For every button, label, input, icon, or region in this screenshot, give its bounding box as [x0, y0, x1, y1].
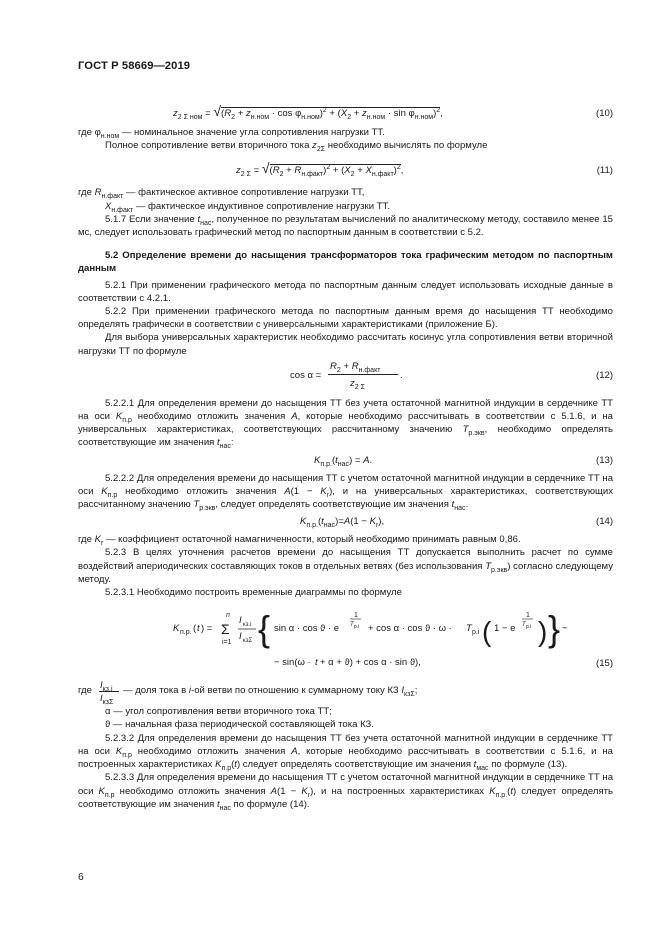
- paragraph-5-2-3-3: 5.2.3.3 Для определения времени до насыщения ТТ с учетом остаточной магнитной индукции в сердечнике ТТ на оси $K_{п.р}$ необходимо отложить значения $A(1 - K_r)$, и на построенных характеристиках $K_{п.р.}(t)$ следует определять соответствующие им значения $t_{нас}$ по формуле (14).: [78, 772, 613, 812]
- formula-14-number: (14): [596, 516, 613, 528]
- legend-alpha: α — угол сопротивления ветви вторичного тока ТТ;: [105, 706, 332, 718]
- paragraph-5-2-3-1: 5.2.3.1 Необходимо построить временные диаграммы по формуле: [105, 587, 402, 599]
- svg-text:р.i: р.i: [472, 629, 480, 637]
- svg-text:+ α + ϑ) + cos α · sin ϑ),: + α + ϑ) + cos α · sin ϑ),: [320, 657, 421, 669]
- formula-12-number: (12): [596, 369, 613, 381]
- paragraph-full-resistance: Полное сопротивление ветви вторичного тока $z_{2\Sigma}$ необходимо вычислять по формуле: [105, 140, 488, 154]
- paragraph-kr: где $K_r$ — коэффициент остаточной намагниченности, который необходимо принимать равным 0,86.: [78, 534, 521, 548]
- svg-text:I: I: [239, 615, 242, 627]
- formula-11-number: (11): [596, 165, 613, 177]
- paragraph-5-2-1: 5.2.1 При применении графического метода по паспортным данным следует использовать исходные данные в соответствии с 4.2.1.: [78, 279, 613, 304]
- paragraph-phi: где $\varphi_{н.ном}$ — номинальное значение угла сопротивления нагрузки ТТ.: [78, 127, 385, 140]
- formula-10-number: (10): [596, 108, 613, 119]
- svg-text:t: t: [315, 657, 318, 669]
- legend-ikz-numerator: $I_{кз.i}$: [100, 680, 113, 694]
- document-body: [78, 100, 613, 811]
- svg-text:T: T: [522, 622, 526, 629]
- legend-theta: ϑ — начальная фаза периодической составляющей тока КЗ.: [105, 719, 374, 731]
- formula-11-expression: $z_{2 \Sigma} = √(R_2 + R_{н.факт})^2 + (X_2 + X_{н.факт})^2$,: [236, 160, 404, 179]
- legend-ikz-where: где: [78, 685, 92, 697]
- page-number: 6: [78, 872, 84, 883]
- svg-text:Σ: Σ: [221, 621, 230, 638]
- formula-10: [78, 101, 613, 125]
- formula-12-period: .: [400, 369, 403, 381]
- formula-13-expression: $K_{п.р.}(t_{нас}) = A$.: [314, 454, 373, 468]
- formula-14: [78, 512, 613, 532]
- svg-text:n: n: [226, 612, 230, 620]
- legend-ikz: [78, 679, 613, 705]
- svg-text:I: I: [239, 631, 242, 643]
- svg-text:(: (: [193, 623, 197, 635]
- formula-15-number: (15): [596, 658, 613, 670]
- svg-text:1 − e: 1 − e: [494, 623, 516, 635]
- svg-text:): ): [538, 616, 548, 648]
- formula-12-fraction-line: [328, 374, 398, 375]
- paragraph-5-2-2-1: 5.2.2.1 Для определения времени до насыщения ТТ без учета остаточной магнитной индукции в сердечнике ТТ на оси $K_{п.р}$ необходимо отложить значения A, которые необходимо рассчитывать в соответствии с 5.1.6, и на универсальных характеристиках, соответствующих рассчитанному значению $T_{р.экв}$, необходимо определять соответствующие им значения $t_{нас}$:: [78, 397, 613, 451]
- formula-15: [78, 603, 613, 675]
- svg-text:T: T: [466, 623, 472, 635]
- formula-12-lhs: cos α =: [290, 369, 322, 381]
- formula-11: [78, 158, 613, 182]
- paragraph-5-2-2: 5.2.2 При применении графического метода по паспортным данным время до насыщения ТТ необходимо определять графически в соответствии с универсальными характеристиками (приложение Б).: [78, 306, 613, 331]
- formula-13-number: (13): [596, 454, 613, 466]
- svg-text:п.р.: п.р.: [180, 629, 192, 637]
- svg-text:{: {: [258, 608, 271, 650]
- legend-ikz-denominator: $I_{кз\Sigma}$: [100, 693, 114, 707]
- formula-13: [78, 451, 613, 471]
- formula-12-numerator: $R_2 + R_{н.факт}$: [330, 360, 381, 374]
- document-header: ГОСТ Р 58669—2019: [78, 60, 191, 72]
- paragraph-x-fact: $X_{н.факт}$ — фактическое индуктивное сопротивление нагрузки ТТ.: [105, 200, 390, 214]
- svg-text:кз.i: кз.i: [243, 622, 252, 629]
- paragraph-5-1-7: 5.1.7 Если значение $t_{нас}$, полученное по результатам вычислений по аналитическому методу, составило менее 15 мс, следует использовать графический метод по паспортным данным в соответствии с 5.2.: [78, 213, 613, 239]
- svg-text:(: (: [482, 616, 492, 648]
- svg-text:K: K: [173, 623, 180, 635]
- formula-12-denominator: $z_{2 \Sigma}$: [350, 377, 365, 391]
- paragraph-5-2-3-2: 5.2.3.2 Для определения времени до насыщения ТТ без учета остаточной магнитной индукции в сердечнике ТТ на оси $K_{п.р}$ необходимо отложить значения A, которые необходимо рассчитывать в соответствии с 5.1.6, и на построенных характеристиках $K_{п.р}(t)$ следует определять соответствующие им значения $t_{мас}$ по формуле (13).: [78, 732, 613, 773]
- formula-12: [78, 359, 613, 391]
- svg-text:кзΣ: кзΣ: [243, 638, 253, 645]
- section-heading-5-2: 5.2 Определение времени до насыщения трансформаторов тока графическим методом по паспортным данным: [78, 250, 613, 275]
- paragraph-cos: Для выбора универсальных характеристик необходимо рассчитать косинус угла сопротивления ветви вторичной нагрузки ТТ по формуле: [78, 332, 613, 357]
- svg-text:1: 1: [526, 612, 530, 620]
- formula-10-expression: $z_{2 \Sigma ном} = √(R_2 + z_{н.ном} \cdot \cos \varphi_{н.ном})^2 + (X_2 + z_{н.ном} \cdot \sin \varphi_{н.ном})^2$,: [173, 103, 443, 121]
- svg-text:i=1: i=1: [222, 639, 232, 647]
- svg-text:sin α · cos ϑ · e: sin α · cos ϑ · e: [274, 623, 340, 635]
- paragraph-5-2-3: 5.2.3 В целях уточнения расчетов времени до насыщения ТТ допускается выполнить расчет по сумме воздействий апериодических составляющих токов в отдельных ветвях (без использования $T_{р.экв}$) согласно следующему методу.: [78, 547, 613, 585]
- svg-text:) =: ) =: [201, 623, 213, 635]
- svg-text:− sin(ω ·: − sin(ω ·: [274, 657, 311, 669]
- svg-text:t: t: [197, 623, 200, 635]
- formula-15-graphic: [78, 603, 613, 675]
- svg-text:р.i: р.i: [354, 624, 360, 631]
- svg-text:1: 1: [354, 612, 358, 620]
- legend-ikz-text: — доля тока в i-ой ветви по отношению к суммарному току КЗ $I_{кз\Sigma}$;: [123, 685, 418, 699]
- paragraph-5-2-2-2: 5.2.2.2 Для определения времени до насыщения ТТ с учетом остаточной магнитной индукции в сердечнике ТТ на оси $K_{п.р}$ необходимо отложить значения $A(1 - K_r)$, и на универсальных характеристиках, соответствующих рассчитанному значению $T_{р.экв}$, следует определять соответствующие им значения $t_{нас}$.: [78, 472, 613, 513]
- svg-text:−: −: [562, 623, 568, 635]
- svg-text:T: T: [350, 622, 354, 629]
- formula-14-expression: $K_{п.р.}(t_{нас})=A(1 - K_r)$,: [300, 516, 385, 530]
- svg-text:р.i: р.i: [526, 624, 532, 631]
- svg-text:}: }: [548, 608, 561, 650]
- paragraph-r-fact: где $R_{н.факт}$ — фактическое активное сопротивление нагрузки ТТ,: [78, 187, 365, 201]
- svg-text:+ cos α · cos ϑ · ω ·: + cos α · cos ϑ · ω ·: [368, 623, 452, 635]
